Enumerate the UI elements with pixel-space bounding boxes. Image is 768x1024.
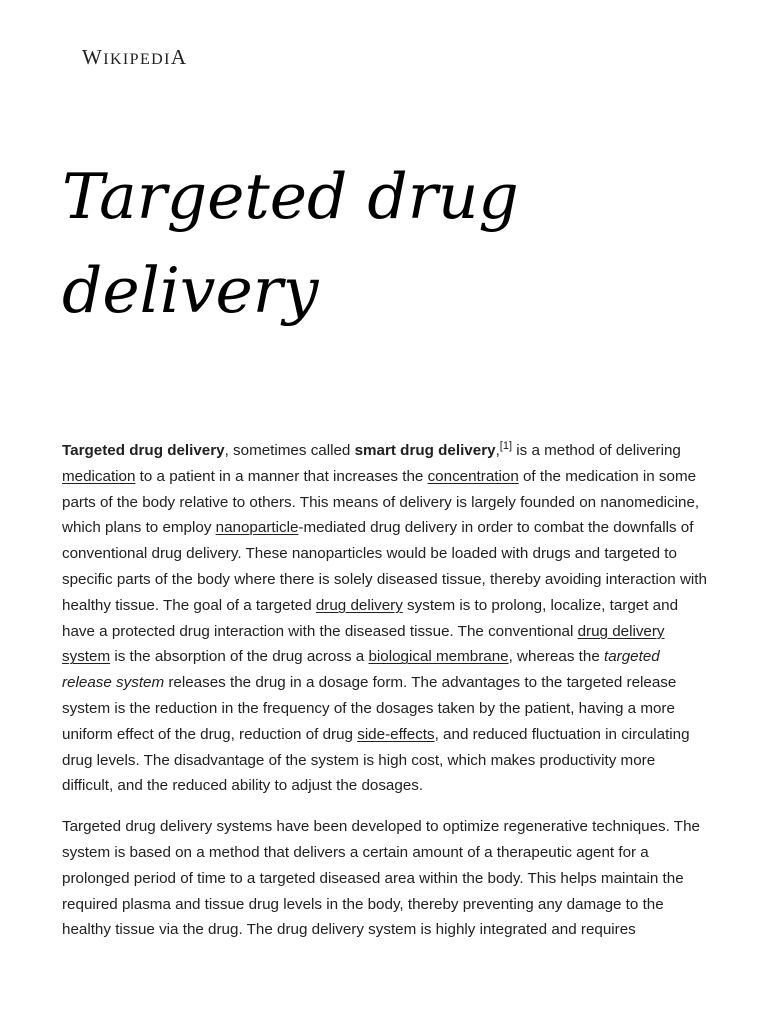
bold-term-targeted-drug-delivery: Targeted drug delivery [62, 442, 225, 459]
wordmark-middle-letters: IKIPEDI [103, 51, 171, 68]
page-title: Targeted drug delivery [62, 160, 519, 327]
reference-link-1[interactable]: [1] [499, 439, 513, 452]
bold-term-smart-drug-delivery: smart drug delivery [354, 442, 496, 459]
article-body [62, 438, 710, 958]
wikipedia-wordmark-logo[interactable] [82, 45, 187, 69]
link-nanoparticle[interactable]: nanoparticle [215, 519, 299, 537]
link-concentration[interactable]: concentration [427, 467, 519, 485]
text-run: to a patient in a manner that increases the [135, 467, 428, 485]
text-run: releases the drug in a dosage form. The advantages to the targeted release system is the reduction in the frequency of the dosages taken by the patient, having a more uniform effect of the drug, reduction of drug [62, 674, 677, 743]
second-paragraph: Targeted drug delivery systems have been developed to optimize regenerative techniques. The system is based on a method that delivers a certain amount of a therapeutic agent for a prolonged period of time to a targeted diseased area within the body. This helps maintain the required plasma and tissue drug levels in the body, thereby preventing any damage to the healthy tissue via the drug. The drug delivery system is highly integrated and requires [62, 818, 700, 939]
text-run: is the absorption of the drug across a [110, 648, 369, 666]
text-run: , [495, 442, 500, 459]
link-drug-delivery-system[interactable]: drug delivery system [62, 622, 665, 666]
link-side-effects[interactable]: side-effects [357, 725, 435, 743]
text-run: is a method of delivering [512, 442, 681, 459]
wordmark-last-letter: A [170, 45, 188, 69]
intro-paragraph [62, 438, 710, 799]
link-drug-delivery[interactable]: drug delivery [315, 596, 403, 614]
text-run: system is to prolong, localize, target and have a protected drug interaction with the diseased tissue. The conventional [62, 596, 679, 640]
text-run: , and reduced fluctuation in circulating drug levels. The disadvantage of the system is high cost, which makes productivity more difficult, and the reduced ability to adjust the dosages. [62, 725, 690, 795]
site-header [82, 44, 187, 70]
text-run: of the medication in some parts of the body relative to others. This means of delivery is largely founded on nanomedicine, which plans to employ [62, 467, 700, 537]
reference-superscript [500, 440, 512, 452]
link-medication[interactable]: medication [62, 467, 136, 485]
text-run: -mediated drug delivery in order to combat the downfalls of conventional drug delivery. These nanoparticles would be loaded with drugs and targeted to specific parts of the body where there is solely diseased tissue, thereby avoiding interaction with healthy tissue. The goal of a targeted [62, 519, 707, 614]
text-run: , whereas the [508, 648, 604, 666]
wordmark-first-letter: W [82, 45, 104, 69]
link-biological-membrane[interactable]: biological membrane [368, 648, 509, 666]
text-run: , sometimes called [224, 442, 355, 459]
italic-term-targeted-release-system: targeted release system [62, 648, 660, 692]
